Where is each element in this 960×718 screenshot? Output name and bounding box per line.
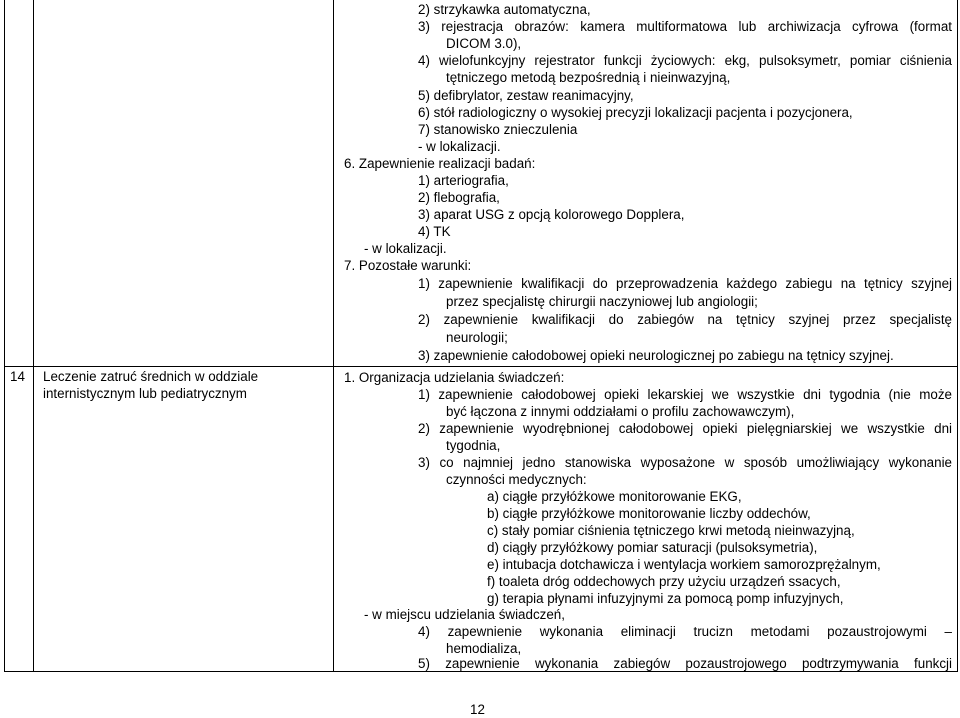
top-line: 1) arteriografia, (418, 173, 509, 188)
bottom-line: 5) zapewnienie wykonania zabiegów pozaustrojowego podtrzymywania funkcji (418, 656, 952, 671)
top-line: 6) stół radiologiczny o wysokiej precyzji lokalizacji pacjenta i pozycjonera, (418, 105, 853, 120)
table-border-right (957, 0, 958, 672)
top-line: 1) zapewnienie kwalifikacji do przeprowadzenia każdego zabiegu na tętnicy szyjnej (418, 276, 952, 291)
bottom-line: - w miejscu udzielania świadczeń, (364, 607, 565, 622)
row-number: 14 (10, 369, 25, 384)
bottom-line: być łączona z innymi oddziałami o profilu zachowawczym), (446, 404, 795, 419)
top-line: 2) flebografia, (418, 190, 500, 205)
row-title-line-2: internistycznym lub pediatrycznym (43, 386, 247, 401)
top-line: - w lokalizacji. (364, 241, 447, 256)
top-line: neurologii; (446, 330, 508, 345)
top-line: DICOM 3.0), (446, 36, 522, 51)
top-line: 5) defibrylator, zestaw reanimacyjny, (418, 88, 634, 103)
page-number: 12 (470, 702, 485, 717)
bottom-subitem: e) intubacja dotchawicza i wentylacja workiem samorozprężalnym, (487, 557, 881, 572)
bottom-line: tygodnia, (446, 438, 501, 453)
section-heading: 7. Pozostałe warunki: (344, 258, 472, 273)
bottom-subitem: b) ciągłe przyłóżkowe monitorowanie liczby oddechów, (487, 506, 811, 521)
top-line: 3) aparat USG z opcją kolorowego Dopplera, (418, 207, 685, 222)
section-heading: 6. Zapewnienie realizacji badań: (344, 156, 536, 171)
top-line: 3) rejestracja obrazów: kamera multiformatowa lub archiwizacja cyfrowa (format (418, 19, 952, 34)
top-line: 2) strzykawka automatyczna, (418, 2, 591, 17)
top-line: 4) wielofunkcyjny rejestrator funkcji życiowych: ekg, pulsoksymetr, pomiar ciśnienia (418, 53, 952, 68)
section-heading: 1. Organizacja udzielania świadczeń: (344, 370, 565, 385)
top-line: tętniczego metodą bezpośrednią i nieinwazyjną, (446, 70, 731, 85)
top-line: 7) stanowisko znieczulenia (418, 122, 578, 137)
bottom-line: 1) zapewnienie całodobowej opieki lekarskiej we wszystkie dni tygodnia (nie może (418, 387, 952, 402)
bottom-subitem: g) terapia płynami infuzyjnymi za pomocą pomp infuzyjnych, (487, 591, 844, 606)
bottom-subitem: f) toaleta dróg oddechowych przy użyciu urządzeń ssacych, (487, 574, 841, 589)
top-line: - w lokalizacji. (418, 139, 501, 154)
top-line: 4) TK (418, 224, 451, 239)
bottom-subitem: a) ciągłe przyłóżkowe monitorowanie EKG, (487, 489, 742, 504)
bottom-line: 4) zapewnienie wykonania eliminacji trucizn metodami pozaustrojowymi – (418, 624, 952, 639)
table-border-left (4, 0, 5, 672)
bottom-subitem: c) stały pomiar ciśnienia tętniczego krwi metodą nieinwazyjną, (487, 523, 855, 538)
row-title-line-1: Leczenie zatruć średnich w oddziale (43, 369, 259, 384)
bottom-line: czynności medycznych: (446, 472, 587, 487)
bottom-line: 3) co najmniej jedno stanowiska wyposażone w sposób umożliwiający wykonanie (418, 455, 952, 470)
top-line: 2) zapewnienie kwalifikacji do zabiegów na tętnicy szyjnej przez specjalistę (418, 312, 952, 327)
table-border-col2 (333, 0, 334, 672)
top-line: przez specjalistę chirurgii naczyniowej lub angiologii; (446, 294, 758, 309)
bottom-subitem: d) ciągły przyłóżkowy pomiar saturacji (pulsoksymetria), (487, 540, 818, 555)
table-border-col1 (33, 0, 34, 672)
bottom-line: hemodializa, (446, 641, 522, 656)
row-divider (4, 366, 958, 367)
top-line: 3) zapewnienie całodobowej opieki neurologicznej po zabiegu na tętnicy szyjnej. (418, 348, 894, 363)
bottom-line: 2) zapewnienie wyodrębnionej całodobowej opieki pielęgniarskiej we wszystkie dni (418, 421, 952, 436)
